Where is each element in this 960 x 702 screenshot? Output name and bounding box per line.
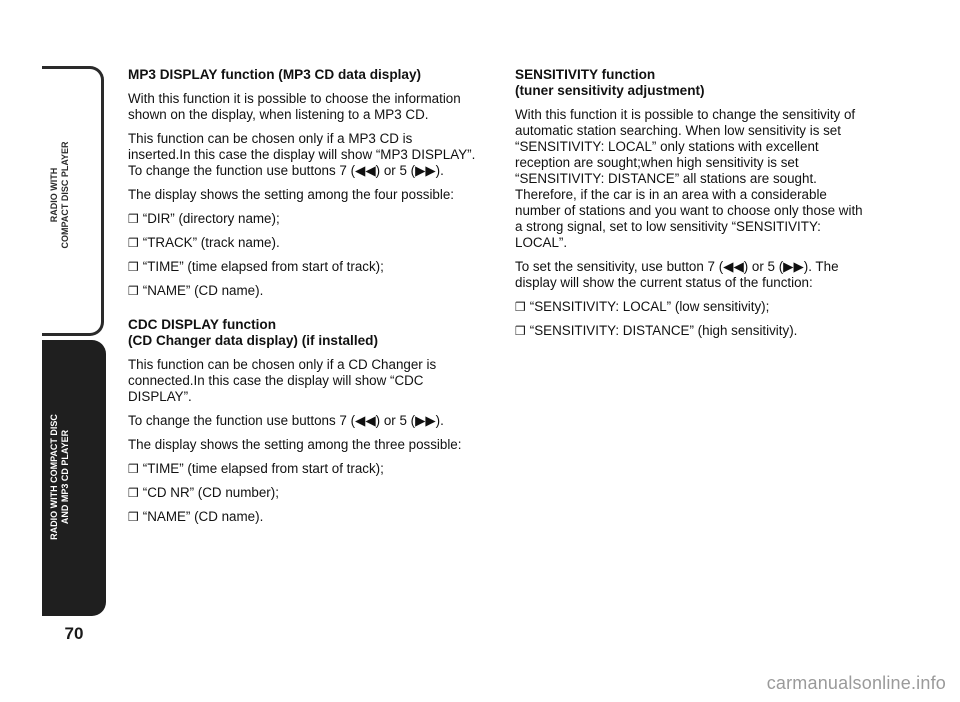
list-item-text: “CD NR” (CD number); bbox=[142, 485, 279, 500]
cdc-display-heading: CDC DISPLAY function bbox=[128, 317, 277, 332]
right-column bbox=[515, 67, 865, 347]
mp3-paragraph-3: The display shows the setting among the four possible: bbox=[128, 187, 455, 202]
list-item-text: “TIME” (time elapsed from start of track); bbox=[142, 461, 384, 476]
mp3-paragraph-2: This function can be chosen only if a MP3 CD is inserted.In this case the display will show “MP3 DISPLAY”. To change the function use buttons 7 (◀◀) or 5 (▶▶). bbox=[128, 131, 476, 178]
cdc-paragraph-2: To change the function use buttons 7 (◀◀) or 5 (▶▶). bbox=[128, 413, 444, 428]
checkbox-bullet-icon: ❒ bbox=[128, 260, 139, 274]
checkbox-bullet-icon: ❒ bbox=[128, 212, 139, 226]
mp3-display-heading: MP3 DISPLAY function (MP3 CD data display) bbox=[128, 67, 422, 82]
list-item-text: “SENSITIVITY: DISTANCE” (high sensitivity). bbox=[529, 323, 798, 338]
sensitivity-subheading: (tuner sensitivity adjustment) bbox=[515, 83, 705, 98]
list-item-text: “NAME” (CD name). bbox=[142, 283, 264, 298]
tab-bottom-line1: RADIO WITH COMPACT DISC bbox=[49, 414, 59, 540]
list-item bbox=[128, 283, 478, 299]
list-item bbox=[515, 299, 865, 315]
checkbox-bullet-icon: ❒ bbox=[128, 284, 139, 298]
list-item bbox=[128, 211, 478, 227]
sensitivity-paragraph-2: To set the sensitivity, use button 7 (◀◀) or 5 (▶▶). The display will show the current status of the function: bbox=[515, 259, 839, 290]
checkbox-bullet-icon: ❒ bbox=[515, 300, 526, 314]
cdc-display-subheading: (CD Changer data display) (if installed) bbox=[128, 333, 379, 348]
sensitivity-heading: SENSITIVITY function bbox=[515, 67, 656, 82]
checkbox-bullet-icon: ❒ bbox=[128, 236, 139, 250]
sidebar-tab-radio-cd-mp3-label bbox=[49, 387, 71, 567]
list-item-text: “NAME” (CD name). bbox=[142, 509, 264, 524]
cdc-paragraph-1: This function can be chosen only if a CD Changer is connected.In this case the display will show “CDC DISPLAY”. bbox=[128, 357, 437, 404]
list-item bbox=[128, 485, 478, 501]
sidebar-tab-radio-cd-label bbox=[49, 105, 71, 285]
cdc-paragraph-3: The display shows the setting among the three possible: bbox=[128, 437, 462, 452]
checkbox-bullet-icon: ❒ bbox=[128, 486, 139, 500]
left-column bbox=[128, 67, 478, 533]
list-item bbox=[128, 235, 478, 251]
checkbox-bullet-icon: ❒ bbox=[515, 324, 526, 338]
tab-top-line1: RADIO WITH bbox=[49, 167, 59, 223]
list-item-text: “SENSITIVITY: LOCAL” (low sensitivity); bbox=[529, 299, 770, 314]
sensitivity-paragraph-1: With this function it is possible to change the sensitivity of automatic station searching. When low sensitivity is set “SENSITIVITY: LOCAL” only stations with excellent reception are sought;when high sensitivity is set “SENSITIVITY: DISTANCE” all stations are sought. Therefore, if the car is in an area with a considerable number of stations and you want to choose only those with a strong signal, set to low sensitivity “SENSITIVITY: LOCAL”. bbox=[515, 107, 863, 250]
list-item-text: “TRACK” (track name). bbox=[142, 235, 280, 250]
mp3-paragraph-1: With this function it is possible to choose the information shown on the display, when listening to a MP3 CD. bbox=[128, 91, 461, 122]
tab-bottom-line2: AND MP3 CD PLAYER bbox=[60, 429, 70, 525]
tab-top-line2: COMPACT DISC PLAYER bbox=[60, 141, 70, 249]
checkbox-bullet-icon: ❒ bbox=[128, 510, 139, 524]
watermark: carmanualsonline.info bbox=[766, 673, 946, 693]
checkbox-bullet-icon: ❒ bbox=[128, 462, 139, 476]
list-item bbox=[128, 461, 478, 477]
list-item bbox=[515, 323, 865, 339]
list-item bbox=[128, 259, 478, 275]
list-item-text: “DIR” (directory name); bbox=[142, 211, 280, 226]
list-item bbox=[128, 509, 478, 525]
list-item-text: “TIME” (time elapsed from start of track); bbox=[142, 259, 384, 274]
page-number: 70 bbox=[64, 624, 84, 643]
